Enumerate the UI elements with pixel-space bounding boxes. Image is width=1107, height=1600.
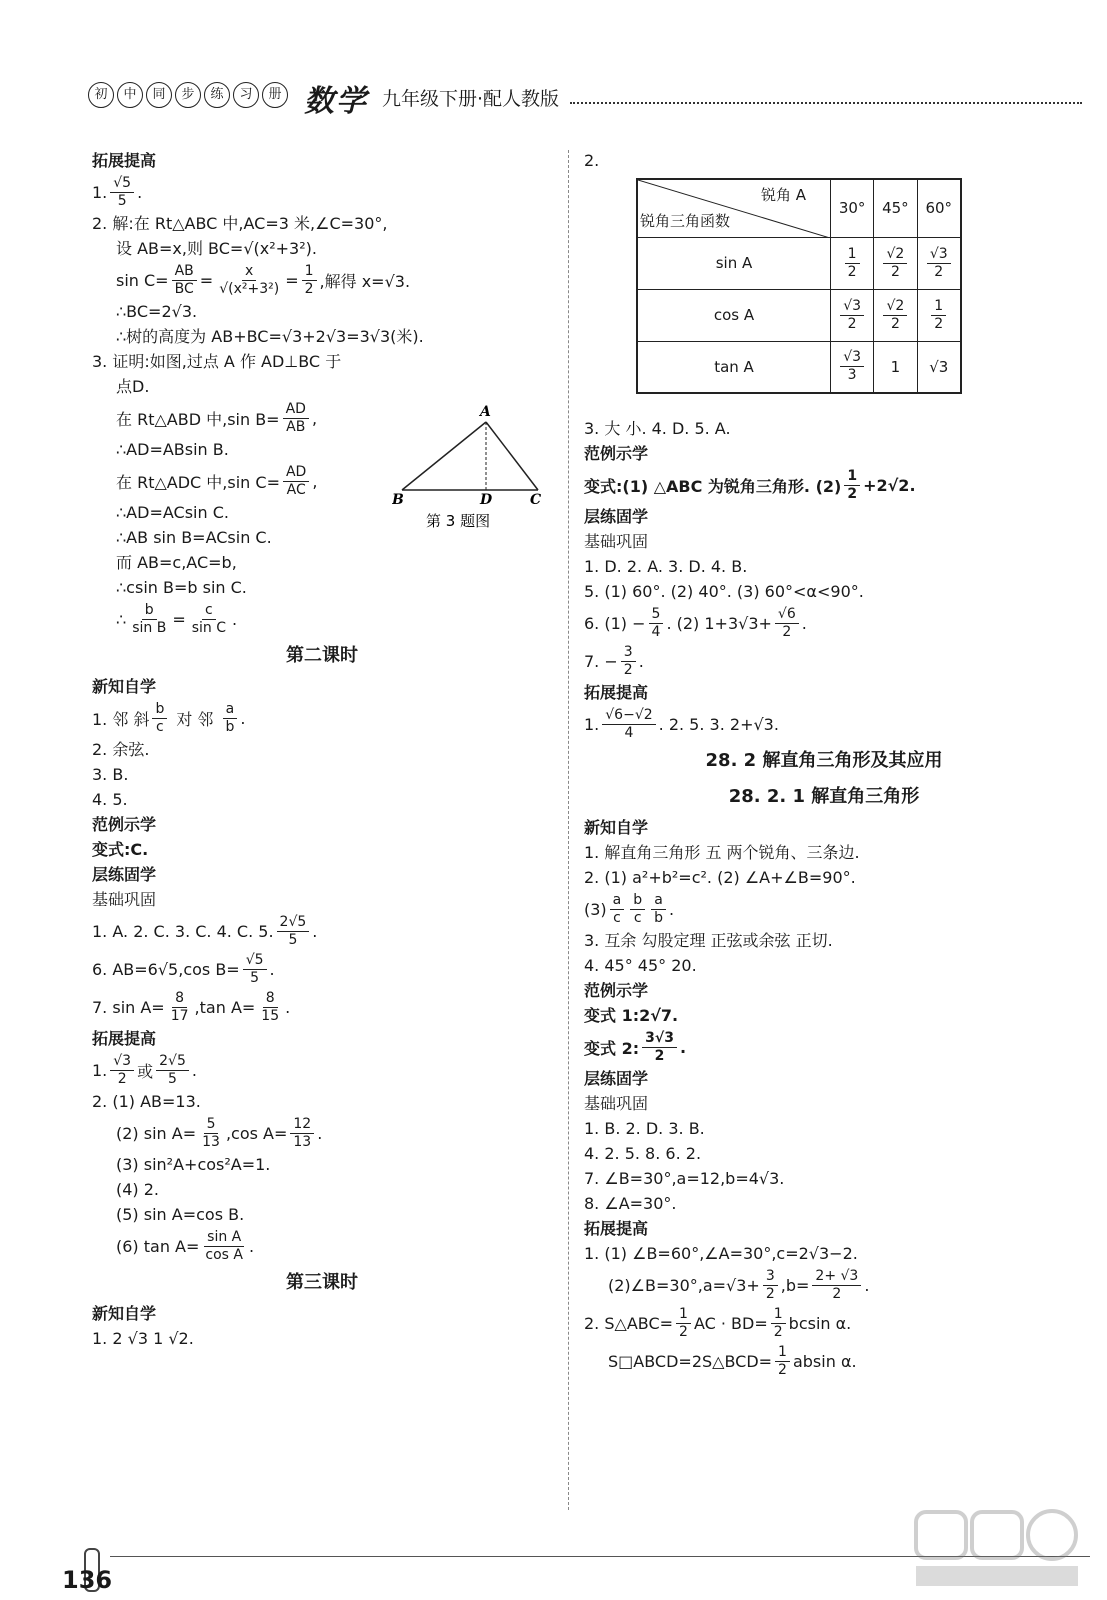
fraction: $\frac{8}{17}$ [170, 989, 189, 1024]
vertex-label-a: A [480, 404, 491, 420]
answer-line: 变式:C. [92, 840, 149, 859]
table-cell: $\frac{1}{2}$ [917, 289, 961, 341]
fraction: $\frac{3}{2}$ [763, 1268, 778, 1303]
answer-line: 在 Rt△ADC 中,sin C= $\frac{AD}{AC}$ , [116, 463, 318, 498]
section-heading: 拓展提高 [584, 1219, 649, 1238]
series-char: 中 [117, 82, 143, 108]
answer-line: 3. 证明:如图,过点 A 作 AD⊥BC 于 [92, 352, 342, 371]
fraction: $\frac{12}{13}$ [290, 1116, 314, 1151]
section-heading: 层练固学 [584, 507, 649, 526]
answer-line: ∴AB sin B=ACsin C. [116, 528, 272, 547]
series-char: 习 [233, 82, 259, 108]
series-char: 步 [175, 82, 201, 108]
table-row-label: sin A [637, 237, 831, 289]
fraction: $\frac{2√5}{5}$ [156, 1053, 189, 1088]
section-heading: 拓展提高 [92, 151, 157, 170]
section-title: 28. 2 解直角三角形及其应用 [705, 750, 943, 771]
trig-value-table [636, 178, 962, 394]
answer-line: (3) $\frac{a}{c}$ $\frac{b}{c}$ $\frac{a}{b}$ . [584, 891, 675, 926]
fraction: $\frac{2+ √3}{2}$ [812, 1268, 861, 1303]
answer-line: 3. 互余 勾股定理 正弦或余弦 正切. [584, 931, 833, 950]
table-cell: $\frac{√2}{2}$ [874, 289, 917, 341]
answer-line: 2. S△ABC= $\frac{1}{2}$ AC · BD= $\frac{1}{2}$ bcsin α. [584, 1305, 852, 1340]
fraction: $\frac{1}{2}$ [302, 263, 317, 298]
table-row-label: tan A [637, 341, 831, 393]
fraction: $\frac{a}{b}$ [222, 701, 237, 736]
section-heading: 层练固学 [92, 865, 157, 884]
subsection-heading: 基础巩固 [584, 1094, 649, 1113]
answer-line: 4. 45° 45° 20. [584, 956, 697, 975]
answer-line: S□ABCD=2S△BCD= $\frac{1}{2}$ absin α. [608, 1343, 857, 1378]
answer-line: 变式 1:2√7. [584, 1006, 679, 1025]
fraction: $\frac{3√3}{2}$ [642, 1030, 677, 1065]
answer-line: (2)∠B=30°,a=√3+ $\frac{3}{2}$ ,b= $\frac{2+ √3}{2}$ . [608, 1267, 870, 1302]
fraction: $\frac{\text{sin A}}{\text{cos A}}$ [205, 1228, 243, 1263]
vertex-label-c: C [530, 492, 542, 508]
fraction: $\frac{3}{2}$ [621, 644, 636, 679]
subsection-title: 28. 2. 1 解直角三角形 [728, 786, 920, 807]
answer-line: (6) tan A= $\frac{\text{sin A}}{\text{cos A}}$ . [116, 1228, 255, 1263]
answer-line: 点D. [116, 377, 150, 396]
section-heading: 范例示学 [584, 444, 649, 463]
series-title [88, 82, 291, 108]
answer-line: 6. (1) − $\frac{5}{4}$ . (2) 1+3√3+ $\frac{√6}{2}$ . [584, 605, 807, 640]
section-heading: 拓展提高 [584, 683, 649, 702]
series-char: 初 [88, 82, 114, 108]
section-heading: 新知自学 [584, 818, 649, 837]
section-heading: 新知自学 [92, 1304, 157, 1323]
answer-line: 设 AB=x,则 BC=√(x²+3²). [116, 239, 317, 258]
answer-line: 1. $\frac{√5}{5}$ . [92, 174, 143, 209]
answer-line: 2. 解:在 Rt△ABC 中,AC=3 米,∠C=30°, [92, 214, 388, 233]
left-column [92, 148, 552, 1351]
answer-line: 1. 解直角三角形 五 两个锐角、三条边. [584, 843, 860, 862]
answer-line: (3) sin²A+cos²A=1. [116, 1155, 271, 1174]
lesson-title: 第二课时 [286, 645, 358, 666]
subject-title: 数学 [304, 84, 368, 119]
answer-line: 1. 邻 斜 $\frac{b}{c}$ 对 邻 $\frac{a}{b}$ . [92, 700, 246, 735]
answer-line: 变式:(1) △ABC 为锐角三角形. (2) $\frac{1}{2}$ +2√2. [584, 467, 916, 502]
fraction: $\frac{c}{\text{sin C}}$ [191, 601, 227, 636]
vertex-label-d: D [480, 492, 493, 508]
fraction: $\frac{5}{13}$ [202, 1115, 220, 1150]
fraction: $\frac{b}{\text{sin B}}$ [132, 601, 167, 636]
fraction: $\frac{AB}{BC}$ [172, 263, 197, 298]
fraction: $\frac{1}{2}$ [676, 1306, 691, 1341]
answer-line: 4. 2. 5. 8. 6. 2. [584, 1144, 702, 1163]
fraction: $\frac{b}{c}$ [152, 701, 167, 736]
answer-line: 4. 5. [92, 790, 128, 809]
header-dotted-rule [570, 102, 1082, 104]
answer-line: ∴AD=ABsin B. [116, 440, 229, 459]
answer-line: 2. 余弦. [92, 740, 150, 759]
table-cell: $\frac{√3}{3}$ [831, 341, 874, 393]
fraction: $\frac{1}{2}$ [844, 468, 860, 503]
table-header-cell: 30° [831, 179, 874, 237]
fraction: $\frac{AD}{AC}$ [283, 464, 309, 499]
table-corner-cell: 锐角 A 锐角三角函数 [637, 179, 831, 237]
answer-line: 1. $\frac{√6-√2}{4}$ . 2. 5. 3. 2+√3. [584, 706, 779, 741]
section-heading: 范例示学 [584, 981, 649, 1000]
fraction: $\frac{AD}{AB}$ [283, 401, 309, 436]
fraction: $\frac{2√5}{5}$ [277, 914, 310, 949]
answer-line: 7. ∠B=30°,a=12,b=4√3. [584, 1169, 785, 1188]
answer-line: 2. (1) a²+b²=c². (2) ∠A+∠B=90°. [584, 868, 856, 887]
fraction: $\frac{1}{2}$ [771, 1306, 786, 1341]
answer-line: (5) sin A=cos B. [116, 1205, 245, 1224]
answer-line: ∴BC=2√3. [116, 302, 198, 321]
grade-label: 九年级下册·配人教版 [382, 88, 560, 110]
answer-line: 7. − $\frac{3}{2}$ . [584, 643, 644, 678]
answer-line: ∴csin B=b sin C. [116, 578, 247, 597]
table-row-label: cos A [637, 289, 831, 341]
answer-line: 1. (1) ∠B=60°,∠A=30°,c=2√3−2. [584, 1244, 858, 1263]
answer-line: 3. B. [92, 765, 129, 784]
series-char: 同 [146, 82, 172, 108]
answer-line: 7. sin A= $\frac{8}{17}$ ,tan A= $\frac{8}{15}$ . [92, 989, 291, 1024]
answer-line: 1. $\frac{√3}{2}$ 或 $\frac{2√5}{5}$ . [92, 1052, 197, 1087]
series-char: 练 [204, 82, 230, 108]
fraction: $\frac{√5}{5}$ [243, 952, 267, 987]
table-cell: $\frac{√3}{2}$ [831, 289, 874, 341]
fraction: $\frac{8}{15}$ [261, 989, 280, 1024]
answer-line: (4) 2. [116, 1180, 160, 1199]
answer-line: 8. ∠A=30°. [584, 1194, 677, 1213]
answer-line: 2. (1) AB=13. [92, 1092, 201, 1111]
lesson-title: 第三课时 [286, 1272, 358, 1293]
fraction: $\frac{a}{c}$ [610, 892, 625, 927]
table-header-cell: 60° [917, 179, 961, 237]
answer-line: ∴AD=ACsin C. [116, 503, 229, 522]
table-cell: $\frac{√2}{2}$ [874, 237, 917, 289]
figure-caption: 第 3 题图 [426, 512, 491, 530]
subsection-heading: 基础巩固 [584, 532, 649, 551]
fraction: $\frac{x}{\text{√(x²+3²)}}$ [219, 262, 280, 297]
answer-line: 1. D. 2. A. 3. D. 4. B. [584, 557, 748, 576]
section-heading: 层练固学 [584, 1069, 649, 1088]
page-number: 136 [62, 1566, 113, 1594]
fraction: $\frac{√6-√2}{4}$ [602, 707, 655, 742]
right-column [584, 148, 1064, 1548]
section-heading: 范例示学 [92, 815, 157, 834]
answer-line: 6. AB=6√5,cos B= $\frac{√5}{5}$ . [92, 951, 275, 986]
section-heading: 新知自学 [92, 677, 157, 696]
fraction: $\frac{b}{c}$ [630, 892, 645, 927]
fraction: $\frac{a}{b}$ [651, 892, 666, 927]
answer-line: 在 Rt△ABD 中,sin B= $\frac{AD}{AB}$ , [116, 400, 318, 435]
table-cell: 1 [874, 341, 917, 393]
column-divider [568, 150, 569, 1510]
series-char: 册 [262, 82, 288, 108]
section-heading: 拓展提高 [92, 1029, 157, 1048]
page-header [88, 78, 1107, 118]
answer-line: (2) sin A= $\frac{5}{13}$ ,cos A= $\frac{12}{13}$ . [116, 1115, 323, 1150]
fraction: $\frac{√5}{5}$ [110, 175, 134, 210]
watermark-logo [912, 1508, 1082, 1592]
triangle-figure [392, 400, 552, 540]
answer-line: 而 AB=c,AC=b, [116, 553, 237, 572]
fraction: $\frac{5}{4}$ [649, 606, 664, 641]
answer-line: 3. 大 小. 4. D. 5. A. [584, 419, 731, 438]
table-cell: √3 [917, 341, 961, 393]
answer-line: 1. 2 √3 1 √2. [92, 1329, 194, 1348]
table-cell: $\frac{√3}{2}$ [917, 237, 961, 289]
table-header-cell: 45° [874, 179, 917, 237]
subsection-heading: 基础巩固 [92, 890, 157, 909]
answer-line: ∴ $\frac{b}{\text{sin B}}$ = $\frac{c}{\text{sin C}}$ . [116, 601, 238, 636]
fraction: $\frac{1}{2}$ [775, 1344, 790, 1379]
answer-line: ∴树的高度为 AB+BC=√3+2√3=3√3(米). [116, 327, 424, 346]
answer-line: sin C= $\frac{AB}{BC}$ = $\frac{x}{\text{√(x²+3²)}}$ = $\frac{1}{2}$ ,解得 x=√3. [116, 262, 411, 297]
answer-line: 变式 2: $\frac{3√3}{2}$ . [584, 1029, 687, 1064]
answer-line: 1. A. 2. C. 3. C. 4. C. 5. $\frac{2√5}{5}$ . [92, 913, 318, 948]
fraction: $\frac{√6}{2}$ [775, 606, 799, 641]
answer-line: 5. (1) 60°. (2) 40°. (3) 60°<α<90°. [584, 582, 864, 601]
fraction: $\frac{√3}{2}$ [110, 1053, 134, 1088]
answer-line: 2. [584, 151, 600, 170]
table-cell: $\frac{1}{2}$ [831, 237, 874, 289]
answer-line: 1. B. 2. D. 3. B. [584, 1119, 705, 1138]
vertex-label-b: B [392, 492, 404, 508]
